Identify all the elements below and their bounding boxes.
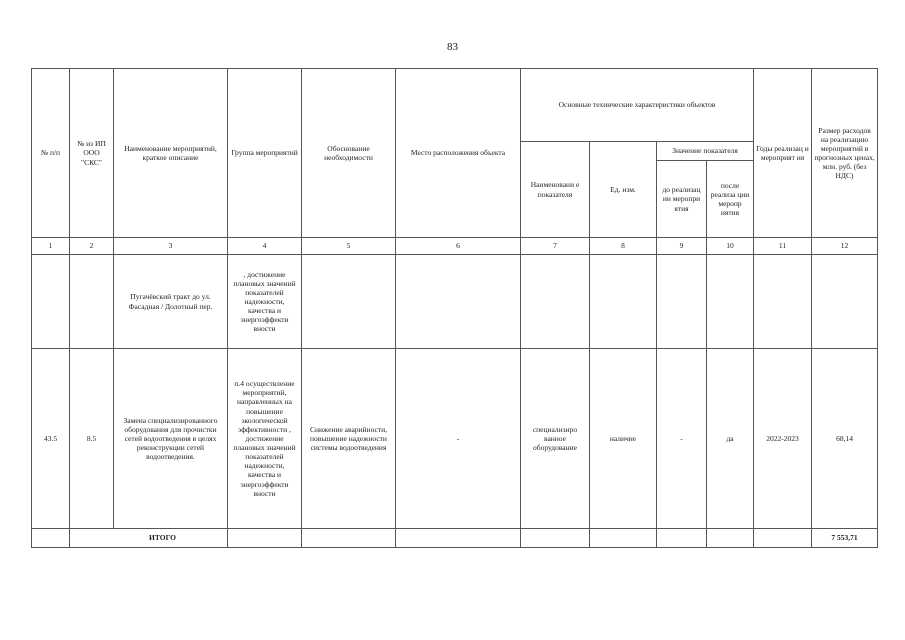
- col-number-12: 12: [812, 238, 878, 255]
- cell-empty: [396, 529, 521, 548]
- header-after: после реализа ции меропр иятия: [707, 161, 754, 238]
- cell-empty: [32, 529, 70, 548]
- row-location: -: [396, 349, 521, 529]
- page-number: 83: [447, 41, 458, 53]
- row-cost: 68,14: [812, 349, 878, 529]
- row-group: п.4 осуществление мероприятий, направленных на повышение экологической эффективности , достижение плановых значений показателей надежности, качества и энергоэффекти вности: [228, 349, 302, 529]
- col-number-9: 9: [657, 238, 707, 255]
- table-row: [32, 255, 878, 349]
- row-name: Замена специализированного оборудования для прочистки сетей водоотведения в целях реконструкции сетей водоотведения.: [114, 349, 228, 529]
- header-num: № п/п: [32, 69, 70, 238]
- row-reason: Снижение аварийности, повышение надежности системы водоотведения: [302, 349, 396, 529]
- investment-table: [31, 68, 878, 548]
- cell-empty: [754, 529, 812, 548]
- cell-empty: [590, 255, 657, 349]
- col-number-7: 7: [521, 238, 590, 255]
- header-cost: Размер расходов на реализацию мероприятий в прогнозных ценах, млн. руб. (без НДС): [812, 69, 878, 238]
- col-number-8: 8: [590, 238, 657, 255]
- cell-empty: [302, 255, 396, 349]
- cell-empty: [32, 255, 70, 349]
- col-number-10: 10: [707, 238, 754, 255]
- col-number-11: 11: [754, 238, 812, 255]
- cell-empty: [228, 529, 302, 548]
- cell-empty: [812, 255, 878, 349]
- header-ip-num: № из ИП ООО "СКС": [70, 69, 114, 238]
- col-number-4: 4: [228, 238, 302, 255]
- cell-empty: [396, 255, 521, 349]
- header-group: Группа мероприятий: [228, 69, 302, 238]
- row-unit: наличие: [590, 349, 657, 529]
- cell-empty: [707, 255, 754, 349]
- cont-group: , достижение плановых значений показателей надежности, качества и энергоэффекти вности: [228, 255, 302, 349]
- header-value: Значение показателя: [657, 142, 754, 161]
- total-label: ИТОГО: [70, 529, 228, 548]
- row-ip-num: 8.5: [70, 349, 114, 529]
- row-before: -: [657, 349, 707, 529]
- cell-empty: [707, 529, 754, 548]
- cell-empty: [521, 255, 590, 349]
- header-tech-characteristics: Основные технические характеристики объектов: [521, 69, 754, 142]
- cont-name: Пугачёвский тракт до ул. Фасадная / Долотный пер.: [114, 255, 228, 349]
- col-number-3: 3: [114, 238, 228, 255]
- row-years: 2022-2023: [754, 349, 812, 529]
- header-indicator: Наименовани е показателя: [521, 142, 590, 238]
- cell-empty: [70, 255, 114, 349]
- row-after: да: [707, 349, 754, 529]
- row-num: 43.5: [32, 349, 70, 529]
- col-number-1: 1: [32, 238, 70, 255]
- total-row: [32, 529, 878, 548]
- header-before: до реализац ии меропри ятия: [657, 161, 707, 238]
- cell-empty: [590, 529, 657, 548]
- cell-empty: [657, 529, 707, 548]
- cell-empty: [754, 255, 812, 349]
- col-number-2: 2: [70, 238, 114, 255]
- cell-empty: [657, 255, 707, 349]
- header-name: Наименование мероприятий, краткое описание: [114, 69, 228, 238]
- row-indicator: специализиро ванное оборудование: [521, 349, 590, 529]
- header-years: Годы реализац и мероприят ия: [754, 69, 812, 238]
- header-location: Место расположения объекта: [396, 69, 521, 238]
- col-number-6: 6: [396, 238, 521, 255]
- col-number-5: 5: [302, 238, 396, 255]
- cell-empty: [521, 529, 590, 548]
- table-row: [32, 349, 878, 529]
- cell-empty: [302, 529, 396, 548]
- header-unit: Ед. изм.: [590, 142, 657, 238]
- total-value: 7 553,71: [812, 529, 878, 548]
- header-reason: Обоснование необходимости: [302, 69, 396, 238]
